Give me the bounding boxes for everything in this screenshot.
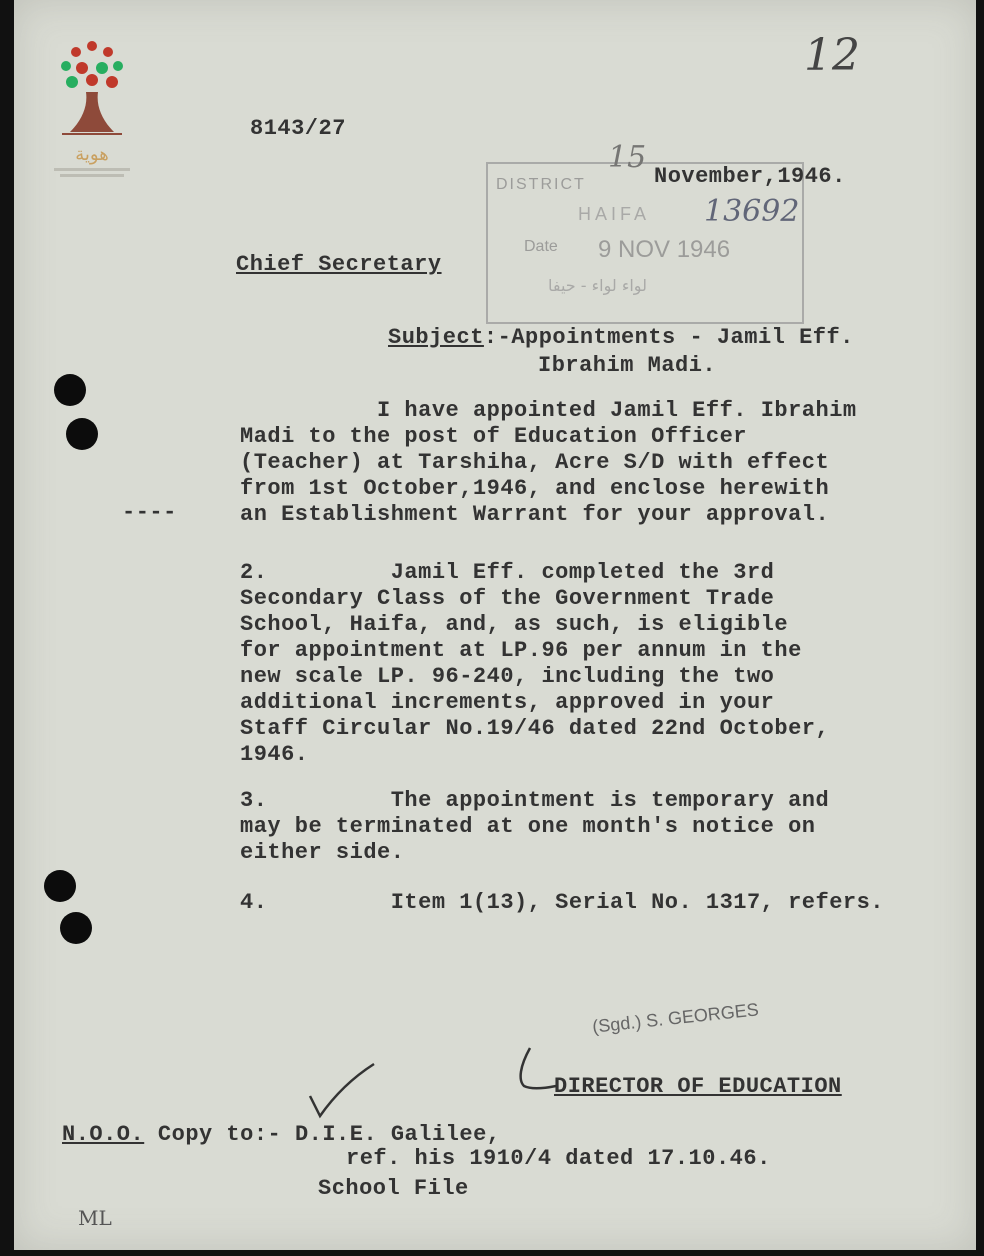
subject-label: Subject [388, 325, 484, 350]
stamp-date-label: Date [524, 238, 558, 255]
recipient: Chief Secretary [236, 252, 442, 277]
handwritten-bracket-mark [510, 1046, 560, 1096]
stamp-district-text: DISTRICT [496, 176, 586, 193]
typist-initials: ML [78, 1206, 112, 1230]
handwritten-page-number: 12 [804, 30, 860, 81]
archive-logo [52, 36, 132, 186]
stamp-city-text: HAIFA [578, 204, 651, 224]
subject-block [388, 324, 854, 380]
paragraph-4: 4. Item 1(13), Serial No. 1317, refers. [240, 890, 885, 915]
handwritten-registry-number: 13692 [704, 194, 800, 229]
punch-hole [60, 912, 92, 944]
copy-to-line-2: ref. his 1910/4 dated 17.10.46. [346, 1146, 771, 1171]
copy-to-line-3: School File [318, 1176, 469, 1201]
signature-stamp: (Sgd.) S. GEORGES [591, 999, 760, 1037]
copy-to-text: Copy to:- D.I.E. Galilee, [144, 1122, 501, 1147]
file-reference: 8143/27 [250, 116, 346, 141]
paragraph-2: 2. Jamil Eff. completed the 3rd Secondary Class of the Government Trade School, Haifa, and, as such, is eligible for appointment at LP.96 per annum in the new scale LP. 96-240, including the two additional increments, approved in your Staff Circular No.19/46 dated 22nd October, 1946. [240, 560, 830, 767]
paragraph-3: 3. The appointment is temporary and may be terminated at one month's notice on either side. [240, 788, 830, 865]
stamp-arabic-text: لواء لواء - حيفا [548, 276, 647, 295]
signer-title: DIRECTOR OF EDUCATION [554, 1074, 842, 1099]
margin-dash: ---- [122, 500, 177, 525]
punch-hole [54, 374, 86, 406]
stamp-date: 9 NOV 1946 [598, 236, 731, 263]
punch-hole [66, 418, 98, 450]
copy-to-line-1 [62, 1122, 500, 1147]
tree-logo-icon [52, 36, 132, 186]
logo-text: هوية [75, 144, 109, 165]
punch-hole [44, 870, 76, 902]
check-tick-mark [304, 1060, 384, 1120]
handwritten-day: 15 [608, 140, 647, 175]
letter-date: November,1946. [654, 164, 846, 189]
subject-line-2: Ibrahim Madi. [538, 353, 717, 378]
document-page [14, 0, 976, 1250]
noo-label: N.O.O. [62, 1122, 145, 1147]
subject-line-1: :-Appointments - Jamil Eff. [483, 325, 854, 350]
paragraph-1: I have appointed Jamil Eff. Ibrahim Madi to the post of Education Officer (Teacher) at Tarshiha, Acre S/D with effect from 1st October,1946, and enclose herewith an Establishment Warrant for your approval. [240, 398, 857, 527]
